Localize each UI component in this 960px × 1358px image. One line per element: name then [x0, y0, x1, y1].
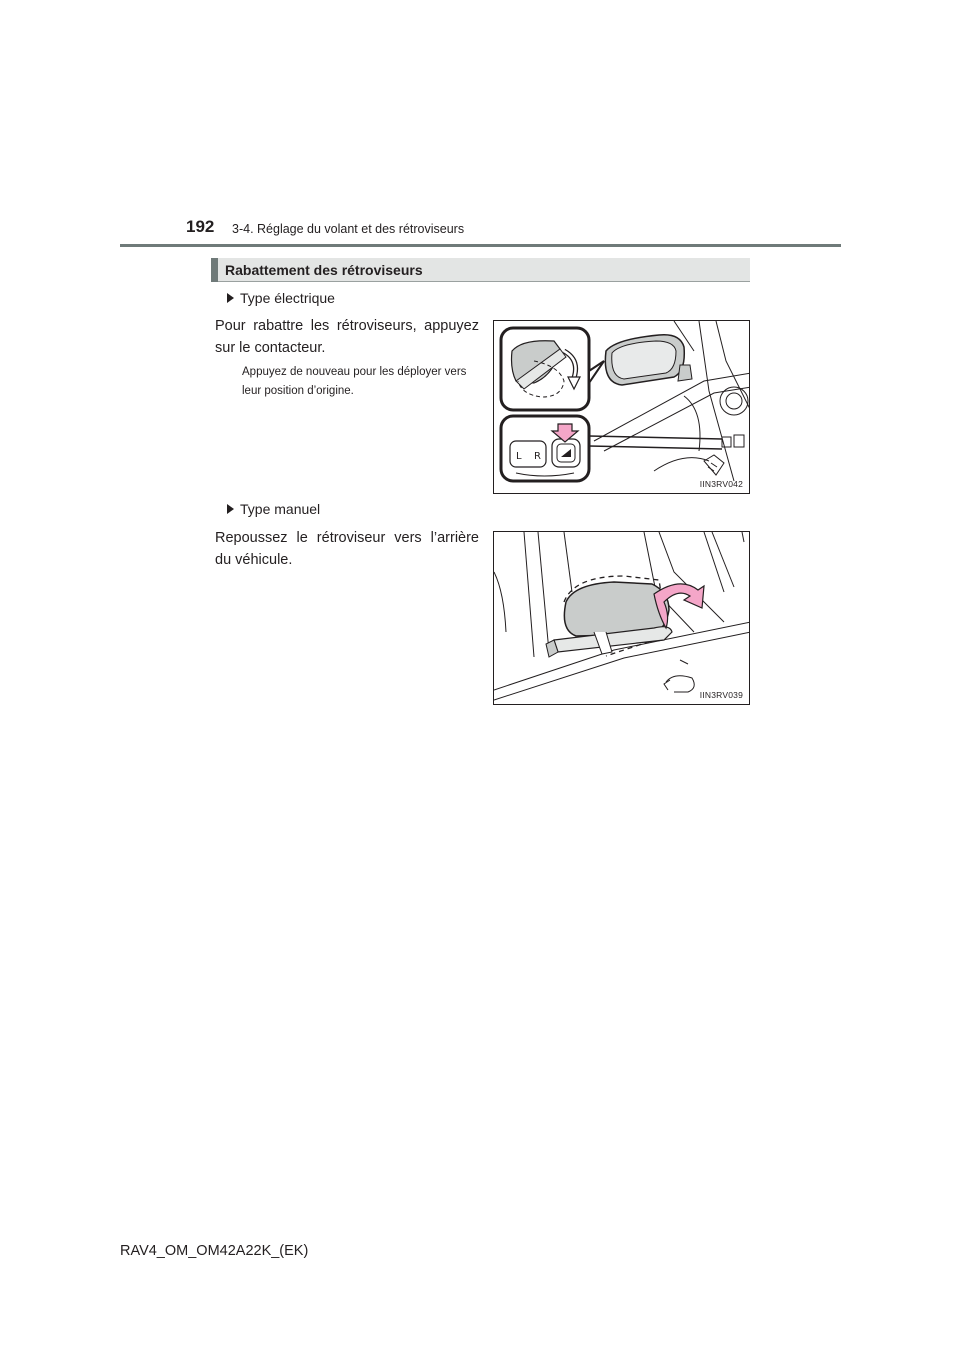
section-title: Rabattement des rétroviseurs — [225, 262, 423, 278]
subheading-manual-label: Type manuel — [240, 501, 321, 517]
figure-electric-mirror — [493, 320, 750, 494]
figure-code: IIN3RV042 — [699, 479, 743, 489]
manual-instruction: Repoussez le rétroviseur vers l’arrière du véhicule. — [215, 530, 479, 568]
electric-mirror-illustration — [494, 321, 750, 494]
switch-label-l: L — [516, 451, 522, 462]
electric-instruction: Pour rabattre les rétroviseurs, appuyez sur le contacteur. — [215, 318, 479, 356]
switch-label-r: R — [534, 451, 541, 462]
section-header — [211, 258, 750, 282]
subheading-electric — [227, 290, 335, 306]
subheading-electric-label: Type électrique — [240, 290, 335, 306]
triangle-bullet-icon — [227, 293, 234, 303]
triangle-bullet-icon — [227, 504, 234, 514]
figure-code: IIN3RV039 — [699, 690, 743, 700]
subheading-manual — [227, 501, 320, 517]
electric-note: Appuyez de nouveau pour les déployer vers leur position d’origine. — [242, 366, 467, 397]
page-number: 192 — [186, 217, 215, 236]
document-code: RAV4_OM_OM42A22K_(EK) — [120, 1243, 309, 1259]
figure-manual-mirror — [493, 531, 750, 705]
header-rule — [120, 244, 841, 247]
section-tab — [211, 258, 218, 282]
chapter-title: 3-4. Réglage du volant et des rétroviseurs — [232, 222, 465, 236]
manual-mirror-illustration — [494, 532, 750, 705]
